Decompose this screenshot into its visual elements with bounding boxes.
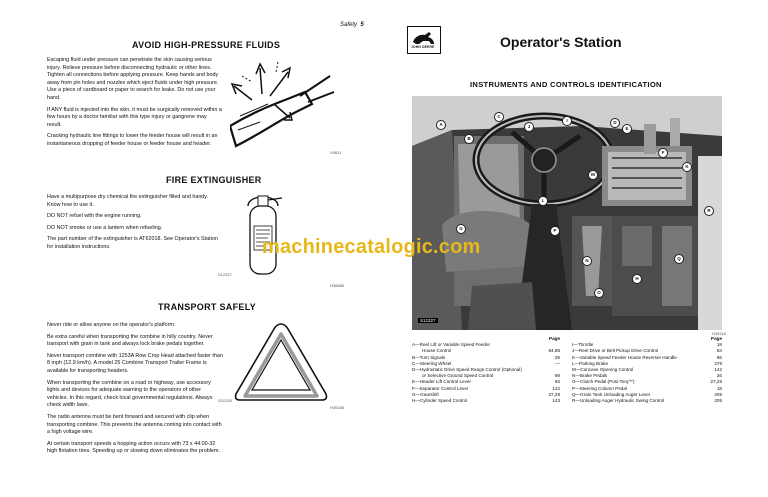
transport-para-2: Be extra careful when transporting the combine in hilly country. Never transport with grain in tank and always lock brake pedals together.	[47, 333, 213, 348]
watermark-text: machinecatalogic.com	[262, 236, 481, 258]
fire-figure-code: S12327	[218, 272, 232, 277]
callout-f: F	[658, 148, 668, 158]
callout-d: D	[610, 118, 620, 128]
legend-row-i: I—Throttle 18	[572, 342, 722, 348]
callout-n: N	[582, 256, 592, 266]
legend-row-e: E—Header Lift Control Lever 83	[412, 379, 560, 385]
john-deere-logo	[407, 26, 441, 59]
photo-figure-id: H35316	[712, 331, 727, 336]
hp-para-2: If ANY fluid is injected into the skin, it must be surgically removed within a few hours by a doctor familiar with this type injury or gangrene may result.	[47, 106, 222, 128]
legend-row-f: F—Separator Control Lever 142	[412, 385, 560, 391]
callout-e: E	[622, 124, 632, 134]
hp-figure-id: X9811	[330, 150, 342, 155]
header-label: Safety	[340, 22, 358, 28]
callout-j: J	[524, 122, 534, 132]
legend-row-c: C—Steering Wheel —	[412, 360, 560, 366]
legend-row-b: B—Turn Signals 29	[412, 354, 560, 360]
smv-emblem-illustration	[233, 322, 329, 407]
callout-a: A	[436, 120, 446, 130]
callout-k: K	[682, 162, 692, 172]
fire-para-2: DO NOT refuel with the engine running.	[47, 213, 142, 220]
legend-row-a: A—Reel Lift or Variable Speed Feeder	[412, 342, 491, 348]
callout-b: B	[464, 134, 474, 144]
hp-para-3: Cracking hydraulic line fittings to lower the feeder house will result in an instantaneous dropping of feeder house or feeder house and header.	[47, 133, 218, 147]
callout-q: Q	[674, 254, 684, 264]
hp-fluids-title: AVOID HIGH-PRESSURE FLUIDS	[132, 40, 281, 50]
callout-l: L	[538, 196, 548, 206]
callout-o: O	[594, 288, 604, 298]
legend-row-n: N—Brake Pedals 26	[572, 373, 722, 379]
legend-row-j: J—Reel Drive or Belt Pickup Drive Control 84	[572, 348, 722, 354]
legend-row-q: Q—Grain Tank Unloading Auger Lever 205	[572, 391, 722, 397]
controls-subtitle: INSTRUMENTS AND CONTROLS IDENTIFICATION	[470, 80, 662, 89]
page-title: Operator's Station	[500, 34, 622, 50]
transport-para-1: Never ride or allow anyone on the operator's platform.	[47, 322, 176, 328]
fire-text	[47, 194, 222, 256]
fire-para-4: The part number of the extinguisher is AT62018. See Operator's Station for installation instructions.	[47, 236, 218, 250]
fire-title: FIRE EXTINGUISHER	[166, 175, 262, 185]
legend-page-label: Page	[549, 336, 560, 341]
legend-row-h: H—Cylinder Speed Control 143	[412, 398, 560, 404]
transport-para-6: At certain transport speeds a hopping action occurs with 73 x 44.00-32 high flotation tires. Speeding up or slowing down eliminates the problem.	[47, 440, 220, 455]
transport-figure-code: S31335	[218, 398, 232, 403]
hp-fluids-text	[47, 57, 222, 153]
photo-code: S12327	[420, 318, 436, 323]
callout-g: G	[456, 224, 466, 234]
transport-para-4: When transporting the combine on a road or highway, use accessory lights and devices for adequate warning to the operators of other vehicles. In this regard, check local governmental regulations. Always check width laws.	[47, 379, 213, 409]
legend-row-a2: House Control 84,85	[422, 348, 560, 354]
fire-figure-id: H36885	[330, 283, 345, 288]
callout-p: P	[550, 226, 560, 236]
legend-page-label-right: Page	[711, 336, 722, 341]
legend-row-r: R—Unloading Auger Hydraulic Swing Control 205	[572, 398, 722, 404]
legend-row-d2: or Selective Ground Speed Control 98	[422, 373, 560, 379]
callout-h: H	[632, 274, 642, 284]
hp-fluids-illustration	[230, 56, 335, 153]
callout-c: C	[494, 112, 504, 122]
legend-row-g: G—Gearshift 27,28	[412, 391, 560, 397]
page-number: 5	[360, 22, 364, 28]
legend-right	[572, 336, 722, 404]
legend-row-m: M—Concave Opening Control 142	[572, 367, 722, 373]
transport-title: TRANSPORT SAFELY	[158, 302, 256, 312]
fire-para-3: DO NOT smoke or use a lantern when refueling.	[47, 224, 163, 231]
callout-i: I	[562, 116, 572, 126]
fire-para-1: Have a multipurpose dry chemical fire extinguisher filled and handy. Know how to use it.	[47, 194, 209, 208]
transport-para-3: Never transport combine with 1253A Row Crop Head attached faster than 8 mph (12.9 km/h). A model 25 Combine Transport Trailer Frame is available for transporting headers.	[47, 352, 223, 374]
callout-r: R	[704, 206, 714, 216]
legend-row-o: O—Clutch Pedal (Posi-Torq™) 27,28	[572, 379, 722, 385]
legend-row-p: P—Steering Column Pedal 18	[572, 385, 722, 391]
legend-left	[412, 336, 560, 404]
logo-text: JOHN DEERE	[411, 45, 435, 49]
legend-row-d: D—Hydrostatic Drive Speed Range Control (Optional)	[412, 367, 522, 373]
callout-m: M	[588, 170, 598, 180]
left-page-header	[340, 22, 364, 28]
hp-para-1: Escaping fluid under pressure can penetrate the skin causing serious injury. Relieve pressure before disconnecting hydraulic or other lines. Tighten all connections before applying pressure. Keep hands and body away from pin holes and nozzles which eject fluids under high pressure. Use a piece of cardboard or paper to search for leaks. Do not use your hand.	[47, 57, 219, 101]
transport-para-5: The radio antenna must be bent forward and secured with clip when transporting combine. This prevents the antenna coming into contact with a high voltage wire.	[47, 413, 222, 436]
transport-text	[47, 322, 223, 460]
legend-row-k: K—Variable Speed Feeder House Reverser Handle 86	[572, 354, 722, 360]
cab-photo	[412, 96, 722, 330]
transport-figure-id: H35336	[330, 405, 345, 410]
legend-row-l: L—Parking Brake 279	[572, 360, 722, 366]
